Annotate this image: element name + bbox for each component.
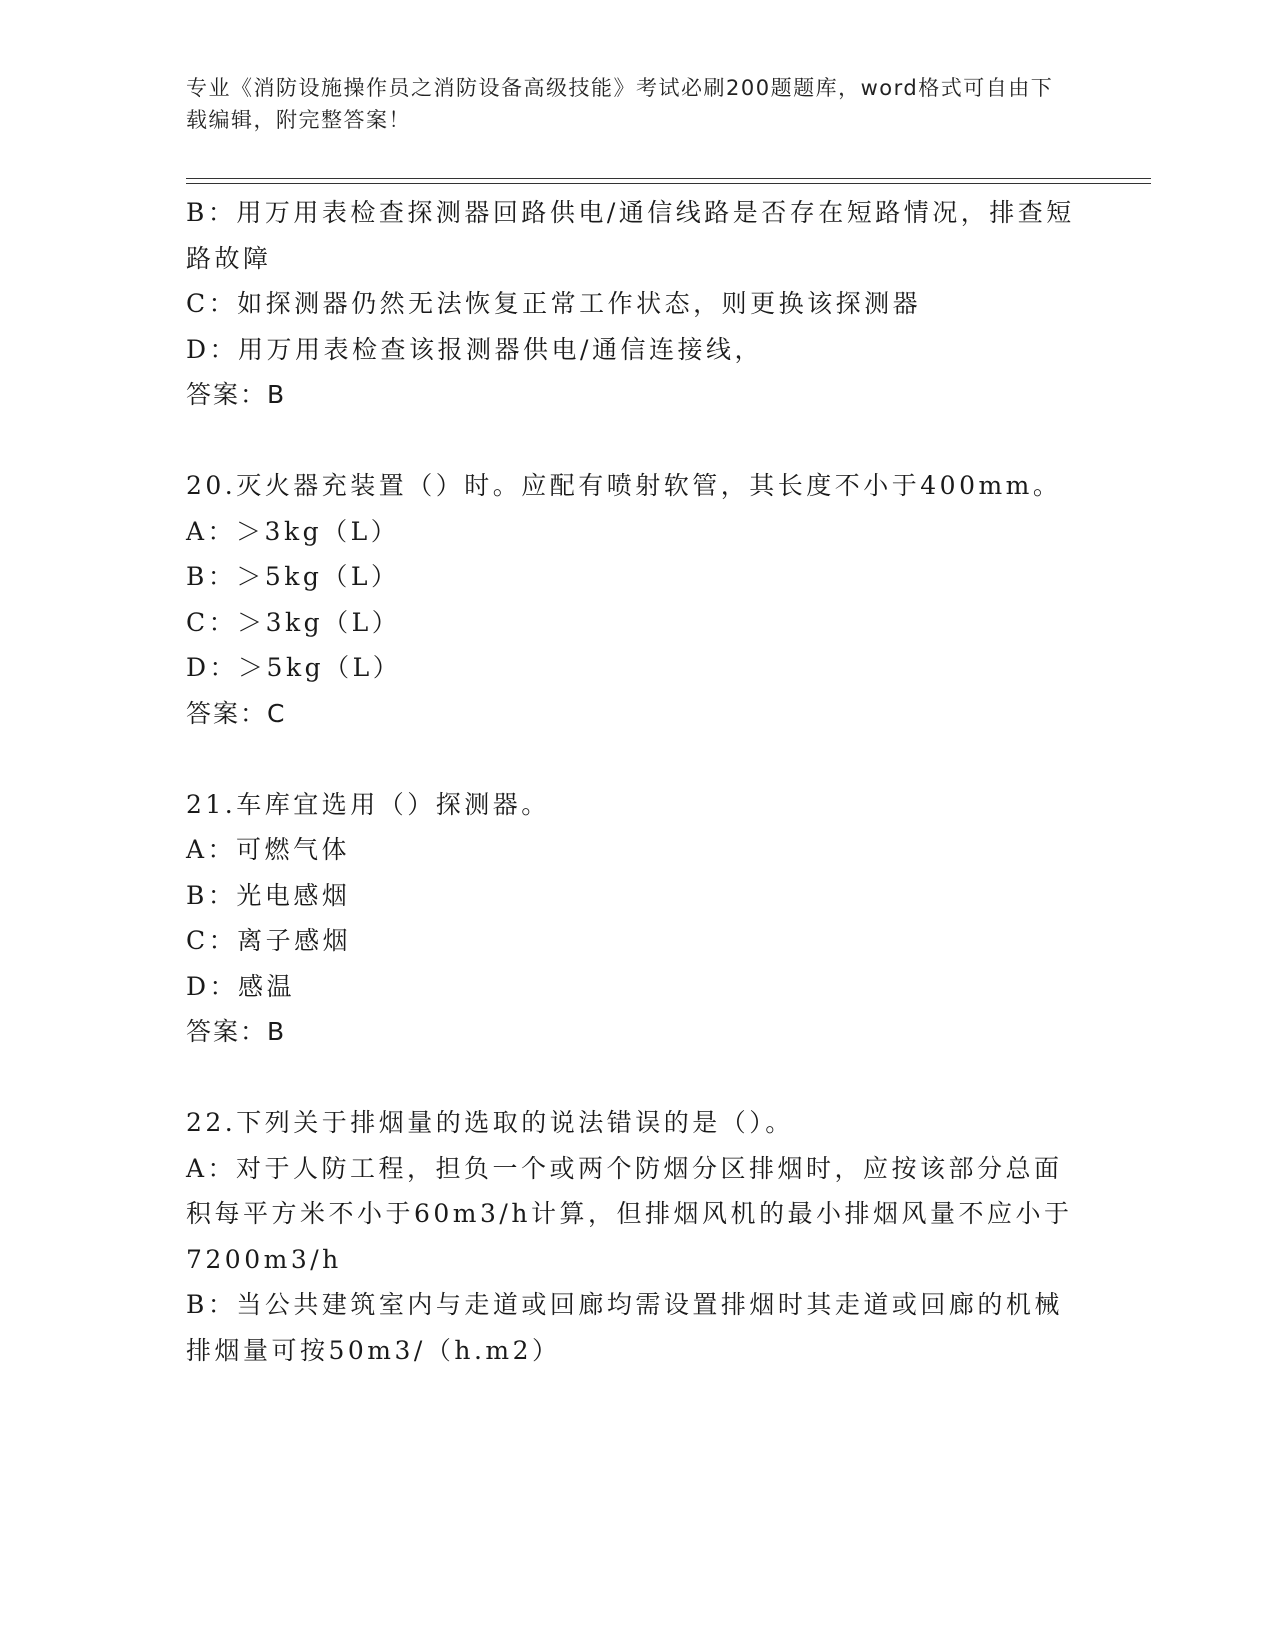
option-c: C：如探测器仍然无法恢复正常工作状态，则更换该探测器 [186,289,922,318]
option-b: B：＞5kg（L） [186,562,400,591]
answer-value: B [267,1017,286,1046]
answer-label: 答案： [186,698,268,728]
option-c: C：离子感烟 [186,926,352,955]
option-d: D：用万用表检查该报测器供电/通信连接线， [186,334,763,364]
answer-line [186,1009,1076,1055]
answer-label: 答案： [186,380,268,409]
question-20 [186,463,1076,736]
header-divider-top [186,178,1151,179]
option-d: D：感温 [186,971,296,1001]
answer-value: B [267,380,286,409]
answer-value: C [267,698,286,728]
option-b: B：用万用表检查探测器回路供电/通信线路是否存在短路情况，排查短路故障 [186,198,1075,273]
option-a: A：＞3kg（L） [186,516,400,546]
option-b: B：光电感烟 [186,880,351,910]
document-title: 专业《消防设施操作员之消防设备高级技能》考试必刷200题题库，word格式可自由下载编辑，附完整答案！ [186,76,1054,132]
header-divider-bottom [186,183,1151,184]
question-stem: 20.灭火器充装置（）时。应配有喷射软管，其长度不小于400mm。 [186,471,1062,500]
answer-line [186,372,1076,418]
question-continued [186,190,1076,418]
question-stem: 21.车库宜选用（）探测器。 [186,789,550,819]
question-21 [186,782,1076,1055]
answer-label: 答案： [186,1017,268,1046]
option-d: D：＞5kg（L） [186,653,402,682]
document-body [186,190,1076,1373]
document-header [186,72,1066,136]
option-c: C：＞3kg（L） [186,607,401,637]
answer-line [186,691,1076,737]
option-a: A：对于人防工程，担负一个或两个防烟分区排烟时，应按该部分总面积每平方米不小于60m3/h计算，但排烟风机的最小排烟风量不应小于7200m3/h [186,1153,1073,1274]
option-a: A：可燃气体 [186,835,351,864]
option-b: B：当公共建筑室内与走道或回廊均需设置排烟时其走道或回廊的机械排烟量可按50m3/（h.m2） [186,1290,1063,1365]
question-stem: 22.下列关于排烟量的选取的说法错误的是（）。 [186,1108,794,1137]
question-22 [186,1100,1076,1373]
